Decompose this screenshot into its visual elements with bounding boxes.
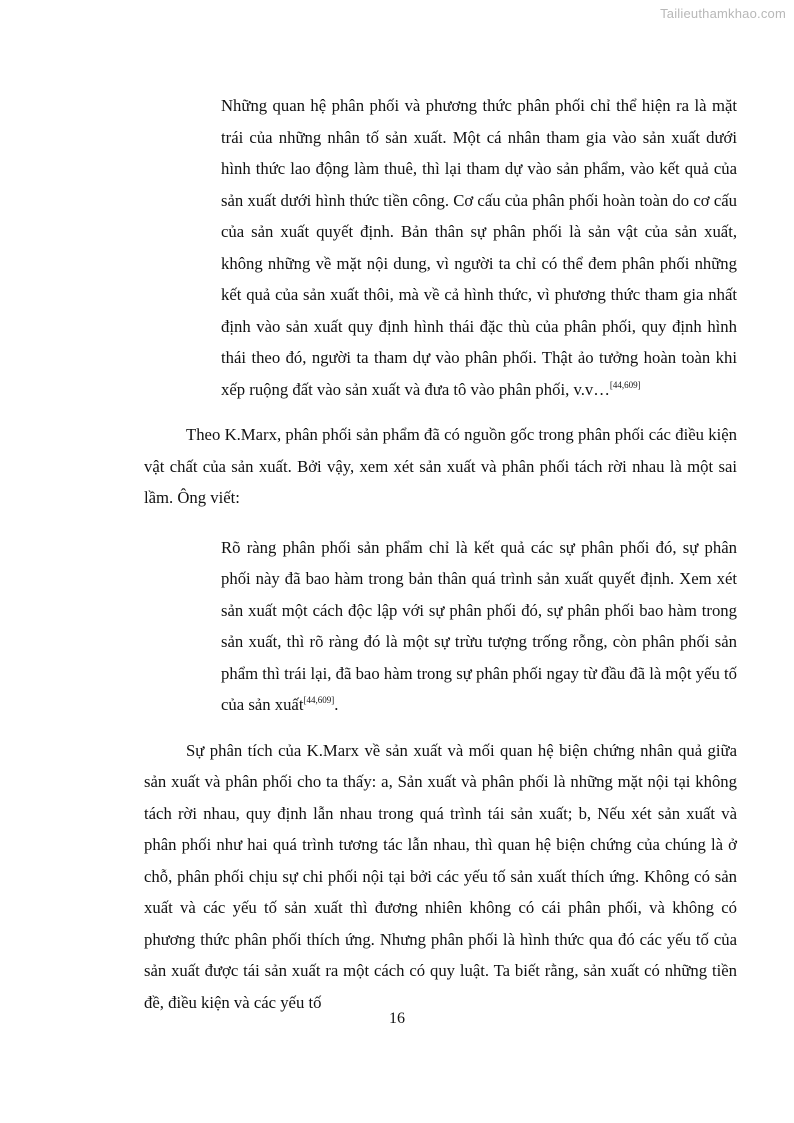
block-quote-2 (221, 532, 737, 721)
paragraph-2: Sự phân tích của K.Marx về sản xuất và mối quan hệ biện chứng nhân quả giữa sản xuất và phân phối cho ta thấy: a, Sản xuất và phân phối là những mặt nội tại không tách rời nhau, quy định lẫn nhau trong quá trình tái sản xuất; b, Nếu xét sản xuất và phân phối như hai quá trình tương tác lẫn nhau, thì quan hệ biện chứng của chúng là ở chỗ, phân phối chịu sự chi phối nội tại bởi các yếu tố sản xuất thích ứng. Không có sản xuất và các yếu tố sản xuất thì đương nhiên không có cái phân phối, và không có phương thức phân phối thích ứng. Nhưng phân phối là hình thức qua đó các yếu tố của sản xuất được tái sản xuất ra một cách có quy luật. Ta biết rằng, sản xuất có những tiền đề, điều kiện và các yếu tố (144, 740, 737, 1012)
document-body (144, 90, 737, 1018)
watermark: Tailieuthamkhao.com (660, 6, 786, 21)
quote-1-text: Những quan hệ phân phối và phương thức phân phối chỉ thể hiện ra là mặt trái của những nhân tố sản xuất. Một cá nhân tham gia vào sản xuất dưới hình thức lao động làm thuê, thì lại tham dự vào sản phẩm, vào kết quả của sản xuất dưới hình thức tiền công. Cơ cấu của phân phối hoàn toàn do cơ cấu của sản xuất quyết định. Bản thân sự phân phối là sản vật của sản xuất, không những về mặt nội dung, vì người ta chỉ có thể đem phân phối những kết quả của sản xuất thôi, mà về cả hình thức, vì phương thức tham gia nhất định vào sản xuất quy định hình thái đặc thù của phân phối, quy định hình thái theo đó, người ta tham dự vào phân phối. Thật ảo tưởng hoàn toàn khi xếp ruộng đất vào sản xuất và đưa tô vào phân phối, v.v… (221, 96, 737, 399)
paragraph-1: Theo K.Marx, phân phối sản phẩm đã có nguồn gốc trong phân phối các điều kiện vật chất của sản xuất. Bởi vậy, xem xét sản xuất và phân phối tách rời nhau là một sai lầm. Ông viết: (144, 425, 737, 507)
block-quote-1 (221, 90, 737, 405)
quote-2-text: Rõ ràng phân phối sản phẩm chỉ là kết quả các sự phân phối đó, sự phân phối này đã bao hàm trong bản thân quá trình sản xuất quyết định. Xem xét sản xuất một cách độc lập với sự phân phối đó, sự phân phối bao hàm trong sản xuất, thì rõ ràng đó là một sự trừu tượng trống rỗng, còn phân phối sản phẩm thì trái lại, đã bao hàm trong sự phân phối ngay từ đầu đã là một yếu tố của sản xuất (221, 537, 737, 714)
page-number: 16 (389, 1010, 405, 1027)
citation-2: [44,609] (303, 695, 335, 705)
quote-2-end: . (334, 695, 339, 714)
citation-1: [44,609] (609, 379, 641, 390)
